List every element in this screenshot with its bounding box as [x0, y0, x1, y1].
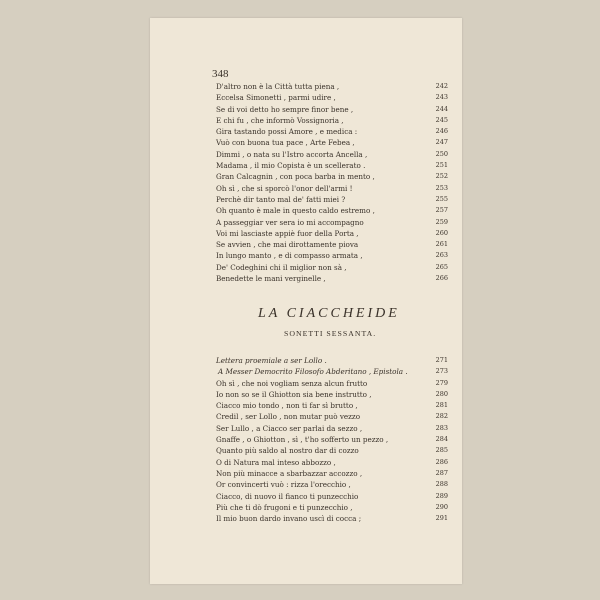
toc-row	[216, 468, 448, 479]
toc-entry-text: De' Codeghini chi il miglior non sà ,	[216, 262, 347, 272]
toc-entry-text: Dimmi , o nata su l'Istro accorta Ancella ,	[216, 149, 368, 159]
toc-entry-text: Madama , il mio Copista è un scellerato .	[216, 161, 366, 171]
toc-row	[216, 479, 448, 490]
toc-entry-text: Vuò con buona tua pace , Arte Febea ,	[216, 138, 355, 148]
toc-page-number: 286	[435, 457, 448, 466]
toc-row	[216, 115, 448, 126]
toc-page-number: 244	[435, 104, 448, 113]
toc-page-number: 245	[435, 115, 448, 124]
toc-entry-text: Oh sì , che noi vogliam senza alcun frutto	[216, 378, 368, 388]
page-number: 348	[212, 68, 229, 80]
toc-page-number: 257	[435, 206, 448, 215]
toc-page-number: 287	[435, 468, 448, 477]
toc-row	[216, 378, 448, 389]
toc-entry-text: O di Natura mal inteso abbozzo ,	[216, 457, 336, 467]
toc-row	[216, 423, 448, 434]
toc-entry-text: Se di voi detto ho sempre finor bene ,	[216, 104, 354, 114]
toc-page-number: 261	[435, 240, 448, 249]
toc-entry-text: Benedette le mani verginelle ,	[216, 274, 326, 284]
toc-row	[216, 250, 448, 261]
toc-entry-text: Se avvien , che mai dirottamente piova	[216, 240, 359, 250]
toc-entry-text: Ser Lullo , a Ciacco ser parlai da sezzo ,	[216, 423, 363, 433]
toc-entry-text: Gran Calcagnin , con poca barba in mento ,	[216, 172, 375, 182]
toc-page-number: 281	[435, 401, 448, 410]
toc-row	[216, 434, 448, 445]
table-of-contents-top	[216, 81, 448, 284]
toc-entry-text: Oh sì , che si sporcò l'onor dell'armi !	[216, 183, 353, 193]
toc-page-number: 279	[435, 378, 448, 387]
toc-page-number: 280	[435, 389, 448, 398]
toc-entry-text: Più che ti dò frugoni e ti punzecchio ,	[216, 502, 353, 512]
toc-row	[216, 149, 448, 160]
toc-row	[216, 228, 448, 239]
toc-page-number: 285	[435, 446, 448, 455]
toc-page-number: 260	[435, 228, 448, 237]
toc-page-number: 266	[435, 274, 448, 283]
toc-entry-text: Oh quanto è male in questo caldo estremo ,	[216, 206, 375, 216]
section-subheading: SONETTI SESSANTA.	[284, 329, 377, 338]
toc-row	[216, 137, 448, 148]
toc-entry-text: In lungo manto , e di compasso armata ,	[216, 251, 363, 261]
toc-entry-text: Ciacco, di nuovo il fianco ti punzecchio	[216, 491, 359, 501]
toc-entry-text: Eccelsa Simonetti , parmi udire ,	[216, 93, 336, 103]
toc-page-number: 284	[435, 435, 448, 444]
toc-page-number: 242	[435, 82, 448, 90]
toc-entry-text: Credil , ser Lollo , non mutar può vezzo	[216, 412, 361, 422]
toc-row	[216, 400, 448, 411]
toc-row	[216, 411, 448, 422]
toc-row	[216, 355, 448, 366]
toc-row	[216, 92, 448, 103]
toc-page-number: 243	[435, 93, 448, 102]
toc-row	[216, 104, 448, 115]
toc-row	[216, 205, 448, 216]
toc-entry-text: E chi fu , che informò Vossignoria ,	[216, 115, 344, 125]
toc-page-number: 271	[435, 356, 448, 364]
toc-entry-text: Ciacco mio tondo , non ti far sì brutto ,	[216, 401, 358, 411]
toc-entry-text: Il mio buon dardo invano uscì di cocca ;	[216, 514, 362, 524]
toc-page-number: 291	[435, 514, 448, 523]
toc-row	[216, 366, 448, 377]
book-page	[150, 18, 462, 584]
toc-row	[216, 445, 448, 456]
toc-row	[216, 262, 448, 273]
toc-page-number: 250	[435, 149, 448, 158]
toc-page-number: 283	[435, 423, 448, 432]
toc-entry-text: D'altro non è la Città tutta piena ,	[216, 82, 340, 91]
toc-row	[216, 81, 448, 92]
toc-page-number: 290	[435, 502, 448, 511]
toc-page-number: 252	[435, 172, 448, 181]
toc-row	[216, 457, 448, 468]
toc-page-number: 289	[435, 491, 448, 500]
toc-entry-text: Gira tastando possi Amore , e medica :	[216, 127, 358, 137]
toc-row	[216, 183, 448, 194]
toc-row	[216, 491, 448, 502]
toc-page-number: 282	[435, 412, 448, 421]
toc-entry-text: Or convincerti vuò : rizza l'orecchio ,	[216, 480, 351, 490]
toc-row	[216, 389, 448, 400]
toc-page-number: 265	[435, 262, 448, 271]
toc-entry-text: A Messer Democrito Filosofo Abderitano , Epistola .	[218, 367, 408, 377]
toc-entry-text: Gnaffe , o Ghiotton , sì , t'ho sofferto un pezzo ,	[216, 435, 389, 445]
toc-row	[216, 194, 448, 205]
toc-entry-text: Io non so se il Ghiotton sia bene instrutto ,	[216, 389, 372, 399]
toc-entry-text: Non più minacce a sbarbazzar accozzo ,	[216, 468, 363, 478]
toc-page-number: 251	[435, 161, 448, 170]
toc-row	[216, 502, 448, 513]
toc-page-number: 247	[435, 138, 448, 147]
toc-page-number: 259	[435, 217, 448, 226]
toc-page-number: 255	[435, 194, 448, 203]
toc-entry-text: Quanto più saldo al nostro dar di cozzo	[216, 446, 359, 456]
toc-page-number: 263	[435, 251, 448, 260]
toc-row	[216, 239, 448, 250]
section-heading: LA CIACCHEIDE	[258, 306, 400, 321]
toc-entry-text: Voi mi lasciaste appiè fuor della Porta ,	[216, 228, 359, 238]
toc-page-number: 288	[435, 480, 448, 489]
toc-row	[216, 273, 448, 284]
toc-row	[216, 126, 448, 137]
toc-page-number: 253	[435, 183, 448, 192]
toc-row	[216, 171, 448, 182]
toc-row	[216, 217, 448, 228]
toc-entry-text: Lettera proemiale a ser Lollo .	[216, 356, 327, 365]
toc-page-number: 246	[435, 127, 448, 136]
toc-row	[216, 513, 448, 524]
table-of-contents-bottom	[216, 355, 448, 524]
toc-row	[216, 160, 448, 171]
toc-entry-text: A passeggiar ver sera io mi accompagno	[216, 217, 364, 227]
toc-page-number: 273	[435, 367, 448, 376]
toc-entry-text: Perchè dir tanto mal de' fatti miei ?	[216, 194, 346, 204]
